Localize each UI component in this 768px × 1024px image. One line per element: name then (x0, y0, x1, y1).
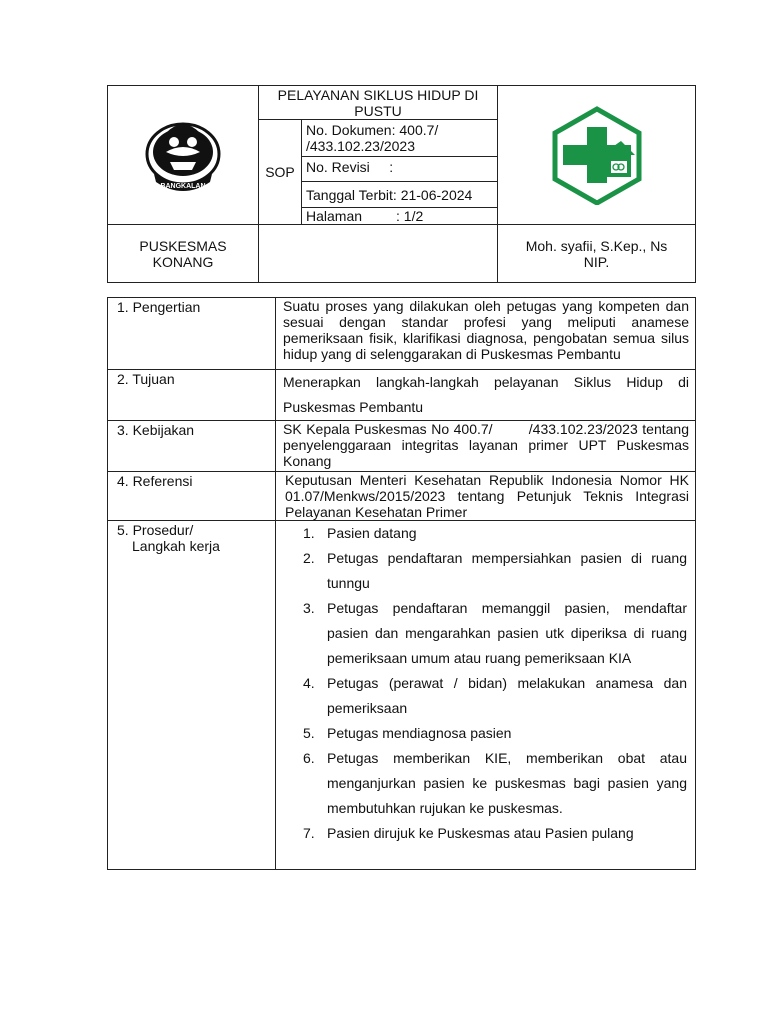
procedure-step-text: Pasien datang (327, 525, 417, 541)
procedure-step (276, 596, 687, 671)
page-value: : 1/2 (396, 208, 424, 224)
document-title: PELAYANAN SIKLUS HIDUP DI PUSTU (259, 86, 498, 120)
section-text-pengertian: Suatu proses yang dilakukan oleh petugas yang kompeten dan sesuai dengan standar profesi yang meliputi anamese pemeriksaan fisik, klarifikasi diagnosa, pengobatan semua silus hidup yang di selenggarakan di Puskesmas Pembantu (276, 298, 696, 370)
procedure-step (276, 671, 687, 721)
procedure-step-number: 3. (303, 600, 315, 616)
procedure-step-number: 4. (303, 675, 315, 691)
puskesmas-logo-icon (549, 105, 645, 205)
section-label-tujuan: 2. Tujuan (108, 370, 276, 421)
signer-nip: NIP. (583, 253, 610, 270)
section-text-kebijakan: SK Kepala Puskesmas No 400.7/ /433.102.23/2023 tentang penyelenggaraan integritas layanan primer UPT Puskesmas Konang (276, 421, 696, 472)
procedure-step-text: Petugas memberikan KIE, memberikan obat atau menganjurkan pasien ke puskesmas bagi pasien yang membutuhkan rujukan ke puskesmas. (327, 750, 687, 816)
document-number-line2: /433.102.23/2023 (306, 138, 415, 154)
procedure-step (276, 746, 687, 821)
procedure-step-text: Petugas mendiagnosa pasien (327, 725, 512, 741)
sop-content-table (107, 297, 696, 870)
organization-line1: PUSKESMAS (139, 237, 227, 254)
section-text-referensi: Keputusan Menteri Kesehatan Republik Indonesia Nomor HK 01.07/Menkws/2015/2023 tentang Petunjuk Teknis Integrasi Pelayanan Kesehatan Primer (276, 472, 696, 521)
procedure-step-text: Pasien dirujuk ke Puskesmas atau Pasien pulang (327, 825, 634, 841)
section-text-tujuan: Menerapkan langkah-langkah pelayanan Siklus Hidup di Puskesmas Pembantu (276, 370, 696, 421)
signature-area (259, 225, 498, 283)
sop-header-table (107, 85, 696, 283)
prosedur-label-line1: 5. Prosedur/ (117, 522, 194, 538)
puskesmas-logo-cell (498, 86, 696, 225)
page-label: Halaman (306, 208, 363, 224)
organization-line2: KONANG (152, 253, 214, 270)
bangkalan-logo-text: BANGKALAN (160, 183, 206, 190)
bangkalan-logo-cell (108, 86, 259, 225)
section-label-referensi: 4. Referensi (108, 472, 276, 521)
procedure-step-number: 5. (303, 725, 315, 741)
section-prosedur-steps (276, 521, 696, 870)
procedure-step-number: 1. (303, 525, 315, 541)
procedure-steps-list (276, 521, 695, 846)
procedure-step-text: Petugas pendaftaran memanggil pasien, mendaftar pasien dan mengarahkan pasien utk diperiksa di ruang pemeriksaan umum atau ruang pemeriksaan KIA (327, 600, 687, 666)
signer-block (498, 225, 696, 283)
section-label-kebijakan: 3. Kebijakan (108, 421, 276, 472)
issue-date: Tanggal Terbit: 21-06-2024 (302, 182, 498, 208)
sop-label: SOP (259, 120, 302, 225)
section-label-pengertian: 1. Pengertian (108, 298, 276, 370)
prosedur-label-line2: Langkah kerja (132, 538, 220, 554)
procedure-step-number: 6. (303, 750, 315, 766)
section-label-prosedur (108, 521, 276, 870)
procedure-step-text: Petugas (perawat / bidan) melakukan anamesa dan pemeriksaan (327, 675, 687, 716)
procedure-step (276, 821, 687, 846)
page-info (302, 208, 498, 225)
procedure-step-number: 2. (303, 550, 315, 566)
bangkalan-emblem-icon (144, 112, 222, 198)
document-number-line1: No. Dokumen: 400.7/ (306, 122, 439, 138)
document-number (302, 120, 498, 157)
procedure-step (276, 521, 687, 546)
procedure-step-number: 7. (303, 825, 315, 841)
revision-number: No. Revisi : (302, 157, 498, 182)
procedure-step-text: Petugas pendaftaran mempersiahkan pasien di ruang tunngu (327, 550, 687, 591)
signer-name: Moh. syafii, S.Kep., Ns (525, 237, 668, 254)
procedure-step (276, 546, 687, 596)
organization-name (108, 225, 259, 283)
procedure-step (276, 721, 687, 746)
